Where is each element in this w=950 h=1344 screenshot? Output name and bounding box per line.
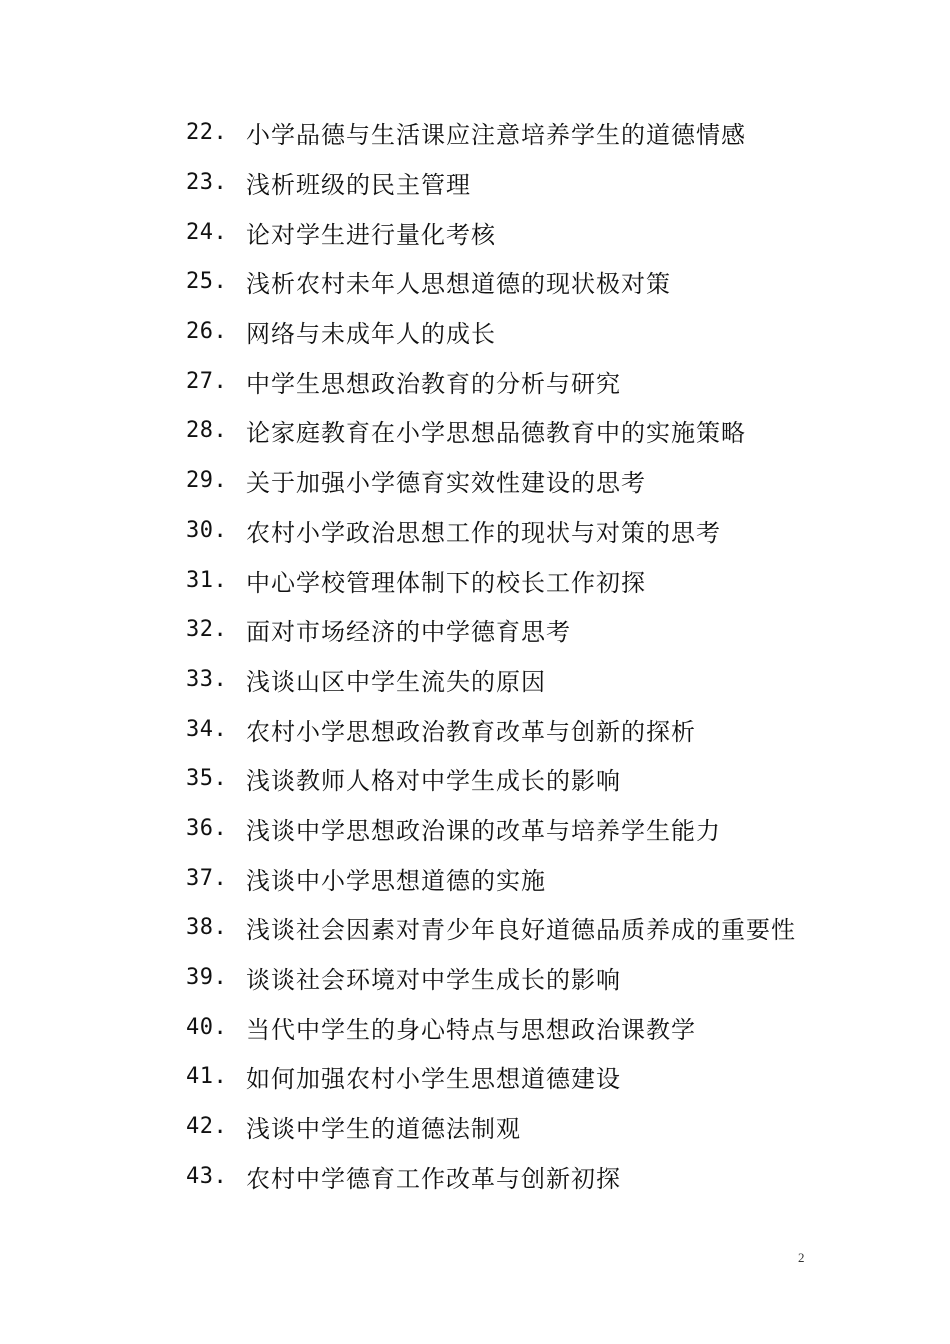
item-number: 41. [186,1064,228,1090]
item-title: 小学品德与生活课应注意培养学生的道德情感 [246,121,746,150]
page-number: 2 [798,1250,805,1265]
list-item [186,158,866,208]
item-number: 40. [186,1014,228,1040]
item-title: 浅谈中学生的道德法制观 [246,1115,521,1144]
item-number: 35. [186,766,228,792]
item-number: 24. [186,219,228,245]
item-title: 网络与未成年人的成长 [246,320,496,349]
item-title: 农村中学德育工作改革与创新初探 [246,1164,621,1193]
list-item [186,953,866,1003]
item-title: 论家庭教育在小学思想品德教育中的实施策略 [246,419,746,448]
list-item [186,555,866,605]
item-number: 32. [186,617,228,643]
item-title: 中心学校管理体制下的校长工作初探 [246,568,646,597]
item-title: 谈谈社会环境对中学生成长的影响 [246,966,621,995]
item-number: 26. [186,319,228,345]
item-title: 浅析班级的民主管理 [246,171,471,200]
list-item [186,307,866,357]
item-number: 22. [186,120,228,146]
item-title: 当代中学生的身心特点与思想政治课教学 [246,1015,696,1044]
item-number: 30. [186,517,228,543]
list-item [186,506,866,556]
item-number: 27. [186,368,228,394]
list-item [186,804,866,854]
list-item [186,754,866,804]
item-title: 农村小学思想政治教育改革与创新的探析 [246,717,696,746]
item-number: 34. [186,716,228,742]
item-number: 25. [186,269,228,295]
item-number: 39. [186,965,228,991]
item-title: 浅谈中小学思想道德的实施 [246,866,546,895]
item-title: 浅谈山区中学生流失的原因 [246,667,546,696]
item-number: 43. [186,1163,228,1189]
list-item [186,356,866,406]
item-title: 浅析农村未年人思想道德的现状极对策 [246,270,671,299]
item-title: 面对市场经济的中学德育思考 [246,618,571,647]
list-item [186,903,866,953]
item-title: 浅谈中学思想政治课的改革与培养学生能力 [246,816,721,845]
list-item [186,456,866,506]
list-item [186,1002,866,1052]
list-item [186,257,866,307]
list-item [186,108,866,158]
item-number: 29. [186,468,228,494]
list-item [186,1151,866,1201]
list-item [186,406,866,456]
list-item [186,1052,866,1102]
item-number: 23. [186,170,228,196]
item-title: 浅谈社会因素对青少年良好道德品质养成的重要性 [246,916,796,945]
item-title: 关于加强小学德育实效性建设的思考 [246,469,646,498]
item-title: 论对学生进行量化考核 [246,220,496,249]
item-number: 42. [186,1114,228,1140]
list-item [186,605,866,655]
list-item [186,1102,866,1152]
item-number: 37. [186,865,228,891]
item-title: 中学生思想政治教育的分析与研究 [246,369,621,398]
item-number: 36. [186,815,228,841]
item-number: 33. [186,666,228,692]
topic-list [186,108,866,1201]
list-item [186,853,866,903]
item-number: 31. [186,567,228,593]
item-number: 28. [186,418,228,444]
item-title: 农村小学政治思想工作的现状与对策的思考 [246,518,721,547]
item-title: 浅谈教师人格对中学生成长的影响 [246,767,621,796]
list-item [186,704,866,754]
item-number: 38. [186,915,228,941]
list-item [186,207,866,257]
list-item [186,655,866,705]
item-title: 如何加强农村小学生思想道德建设 [246,1065,621,1094]
